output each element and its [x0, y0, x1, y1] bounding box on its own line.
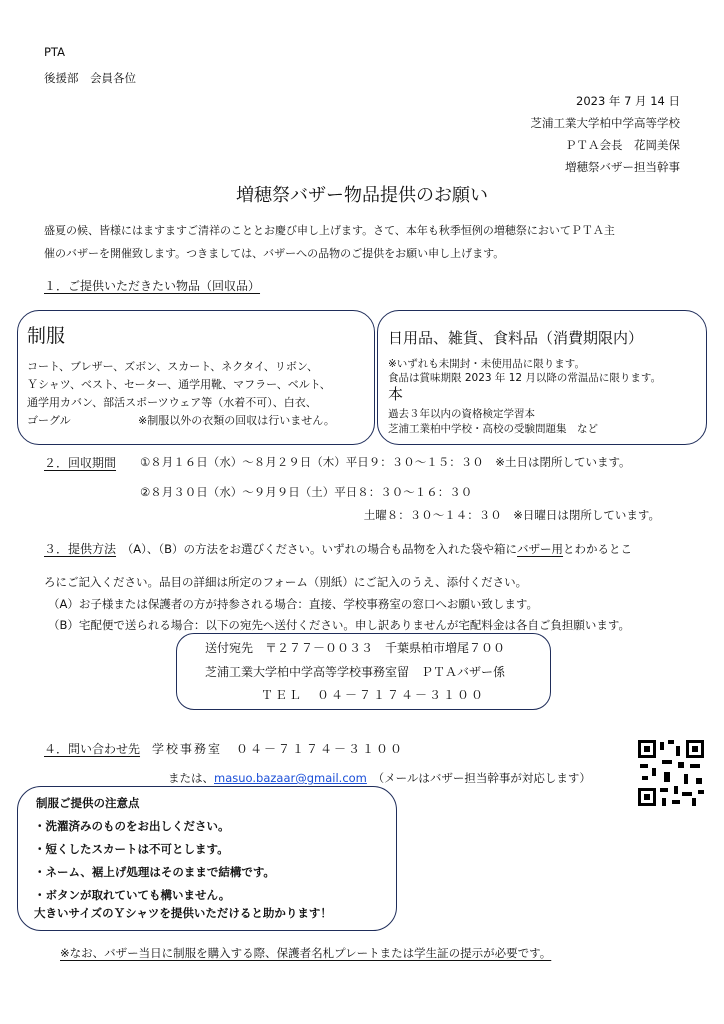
uniform-notes-box — [17, 786, 397, 931]
uniform-note: ※制服以外の衣類の回収は行いません。 — [138, 414, 335, 427]
uniform-line-1: コート、ブレザー、ズボン、スカート、ネクタイ、リボン、 — [27, 360, 318, 373]
uniform-last-item: ゴーグル — [27, 414, 71, 427]
footer-note: ※なお、バザー当日に制服を購入する際、保護者名札プレートまたは学生証の提示が必要です。 — [60, 946, 552, 960]
officer: 増穂祭バザー担当幹事 — [565, 160, 680, 174]
section4-line — [44, 740, 404, 757]
uniform-line-3: 通学用カバン、部活スポーツウェア等（水着不可）、白衣、 — [27, 396, 317, 409]
date: 2023 年 7 月 14 日 — [576, 94, 680, 108]
address-line-2: 芝浦工業大学柏中学高等学校事務室留 ＰＴＡバザー係 — [205, 665, 506, 679]
daily-goods-line-1: ※いずれも未開封・未使用品に限ります。 — [388, 358, 585, 370]
section3-text-post: とわかるとこ — [563, 542, 633, 556]
uniform-title: 制服 — [27, 325, 66, 347]
address-line-1: 送付宛先 〒２７７－００３３ 千葉県柏市増尾７００ — [205, 641, 506, 655]
daily-goods-box — [377, 310, 707, 445]
notes-item-2: ・短くしたスカートは不可とします。 — [34, 842, 229, 856]
notes-item-1: ・洗濯済みのものをお出しください。 — [34, 819, 230, 833]
school-name: 芝浦工業大学柏中学高等学校 — [530, 116, 680, 130]
book-line-2: 芝浦工業柏中学校・高校の受験問題集 など — [388, 423, 598, 435]
section2-heading: ２．回収期間 — [44, 456, 117, 470]
uniform-box — [17, 310, 375, 445]
section3-text-pre: （A）、（B）の方法をお選びください。いずれの場合も品物を入れた袋や箱に — [127, 542, 518, 556]
email-note: （メールはバザー担当幹事が対応します） — [378, 771, 591, 785]
notes-title: 制服ご提供の注意点 — [36, 796, 140, 810]
address-box — [176, 633, 551, 710]
period-2-saturday: 土曜８：３０～１４：３０ ※日曜日は閉所しています。 — [363, 508, 660, 522]
daily-goods-title: 日用品、雑貨、食料品（消費期限内） — [388, 329, 644, 347]
option-a: （A）お子様または保護者の方が持参される場合：直接、学校事務室の窓口へお願い致します。 — [48, 597, 538, 611]
book-line-1: 過去３年以内の資格検定学習本 — [388, 408, 535, 420]
section4-heading: ４．問い合わせ先 — [44, 742, 141, 756]
email-prefix: または、 — [168, 771, 214, 785]
recipient-line: 後援部 会員各位 — [44, 71, 136, 85]
period-1: ①８月１６日（水）～８月２９日（木）平日９：３０～１５：３０ ※土日は閉所しています。 — [140, 455, 631, 469]
option-b: （B）宅配便で送られる場合：以下の宛先へ送付ください。申し訳ありませんが宅配料金は各自ご負担願います。 — [48, 618, 630, 632]
section3-line-1 — [44, 540, 632, 557]
intro-line-2: 催のバザーを開催致します。つきましては、バザーへの品物のご提供をお願い申し上げます。 — [44, 247, 505, 260]
email-line — [168, 770, 591, 786]
notes-item-4: ・ボタンが取れていても構いません。 — [34, 888, 231, 902]
daily-goods-line-2: 食品は賞味期限 2023 年 12 月以降の常温品に限ります。 — [388, 372, 662, 384]
pta-chair: ＰＴＡ会長 花岡美保 — [565, 138, 680, 152]
notes-closing: 大きいサイズのＹシャツを提供いただけると助かります！ — [34, 906, 332, 920]
org-label: PTA — [44, 45, 65, 59]
uniform-line-2: Ｙシャツ、ベスト、セーター、通学用靴、マフラー、ベルト、 — [27, 378, 331, 391]
notes-item-3: ・ネーム、裾上げ処理はそのままで結構です。 — [34, 865, 275, 879]
section3-line-2: ろにご記入ください。品目の詳細は所定のフォーム（別紙）にご記入のうえ、添付ください。 — [44, 575, 528, 589]
contact-phone: 学校事務室 ０４－７１７４－３１００ — [152, 742, 405, 756]
section1-heading: １．ご提供いただきたい物品（回収品） — [44, 279, 261, 293]
section3-heading: ３．提供方法 — [44, 542, 117, 556]
page-title: 増穂祭バザー物品提供のお願い — [236, 185, 488, 206]
address-phone: ＴＥＬ ０４－７１７４－３１００ — [261, 688, 486, 702]
qr-code[interactable] — [638, 740, 704, 806]
bazaar-label-emphasis: バザー用 — [517, 542, 564, 556]
intro-line-1: 盛夏の候、皆様にはますますご清祥のこととお慶び申し上げます。さて、本年も秋季恒例の増穂祭においてＰＴＡ主 — [44, 224, 615, 237]
period-2: ②８月３０日（水）～９月９日（土）平日８：３０～１６：３０ — [140, 485, 473, 499]
book-title: 本 — [388, 385, 404, 403]
email-link[interactable]: masuo.bazaar@gmail.com — [214, 771, 367, 785]
